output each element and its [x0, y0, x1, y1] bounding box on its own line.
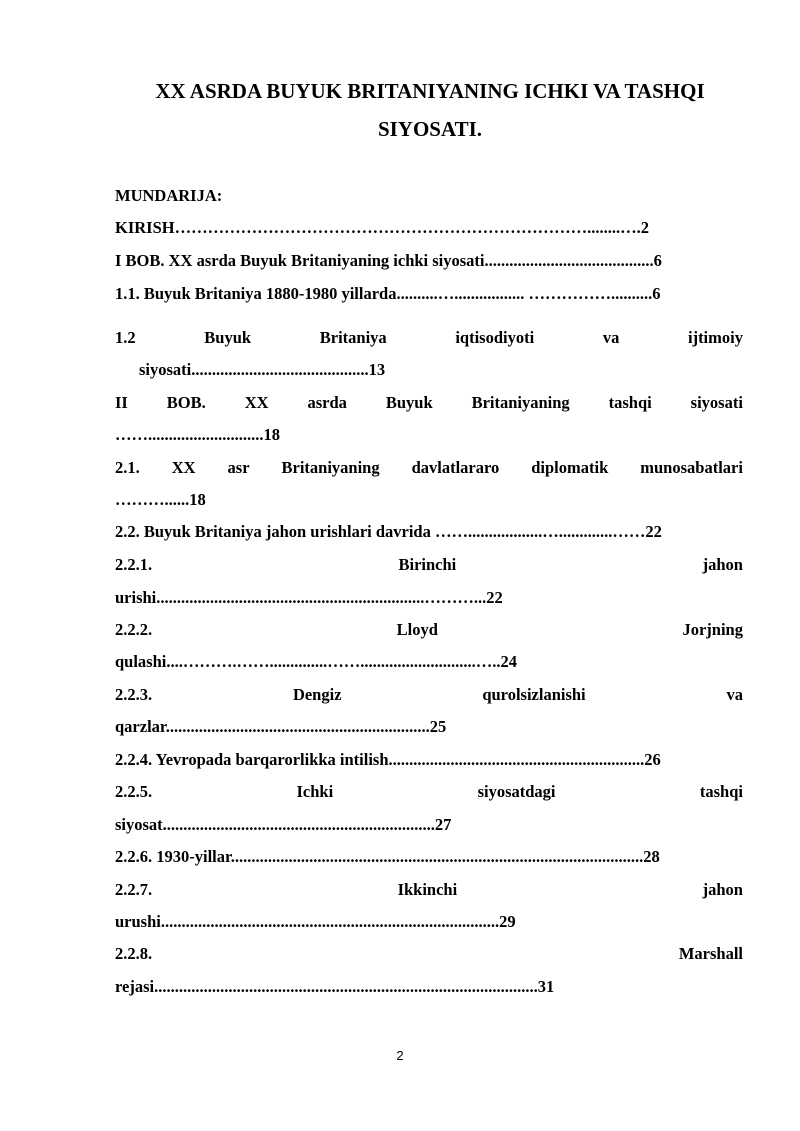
- toc-entry-1-1: 1.1. Buyuk Britaniya 1880-1980 yillarda..........…................. ……………..........6: [115, 284, 661, 303]
- toc-entry-2-2-2: [115, 620, 743, 640]
- toc-word: Britaniya: [319, 328, 387, 347]
- toc-word: 2.2.7.: [115, 880, 153, 899]
- toc-word: 2.2.2.: [115, 620, 153, 639]
- toc-entry-2-2-5-continuation: siyosat..................................................................27: [115, 815, 452, 834]
- toc-entry-2-2-2-continuation: qulashi....……….……..............……............................…..24: [115, 652, 517, 671]
- toc-word: 1.2: [115, 328, 136, 347]
- toc-entry-2-2-7: [115, 880, 743, 900]
- toc-entry-2-2: 2.2. Buyuk Britaniya jahon urishlari davrida ……..................….............……22: [115, 522, 662, 541]
- toc-word: Ikkinchi: [397, 880, 458, 899]
- toc-entry-2-2-7-continuation: urushi..................................................................................29: [115, 912, 516, 931]
- toc-entry-2-2-8-continuation: rejasi.............................................................................................31: [115, 977, 555, 996]
- toc-word: 2.1.: [115, 458, 140, 477]
- toc-word: va: [726, 685, 743, 704]
- page-number: 2: [396, 1048, 404, 1063]
- toc-word: II: [115, 393, 128, 412]
- toc-entry-2-2-1: [115, 555, 743, 575]
- toc-entry-2-1: [115, 458, 743, 478]
- toc-word: Britaniyaning: [471, 393, 570, 412]
- toc-word: Birinchi: [398, 555, 457, 574]
- toc-word: Buyuk: [204, 328, 252, 347]
- toc-word: jahon: [702, 880, 743, 899]
- toc-word: diplomatik: [531, 458, 609, 477]
- toc-entry-2-2-4: 2.2.4. Yevropada barqarorlikka intilish..............................................................26: [115, 750, 661, 769]
- toc-word: qurolsizlanishi: [482, 685, 586, 704]
- toc-heading: MUNDARIJA:: [115, 186, 223, 205]
- toc-word: asrda: [307, 393, 347, 412]
- title-line-1: XX ASRDA BUYUK BRITANIYANING ICHKI VA TASHQI: [155, 79, 705, 103]
- toc-word: Dengiz: [292, 685, 342, 704]
- toc-word: Marshall: [678, 944, 743, 963]
- toc-entry-2-2-6: 2.2.6. 1930-yillar....................................................................................................28: [115, 847, 660, 866]
- toc-word: asr: [227, 458, 250, 477]
- toc-word: BOB.: [166, 393, 206, 412]
- toc-entry-2-2-3-continuation: qarzlar................................................................25: [115, 717, 447, 736]
- toc-word: XX: [171, 458, 196, 477]
- toc-word: munosabatlari: [640, 458, 743, 477]
- toc-word: Jorjning: [682, 620, 743, 639]
- toc-word: tashqi: [608, 393, 652, 412]
- toc-word: siyosatdagi: [477, 782, 556, 801]
- toc-word: XX: [244, 393, 269, 412]
- toc-entry-bob2-continuation: ……............................18: [115, 425, 280, 444]
- toc-word: davlatlararo: [411, 458, 500, 477]
- toc-entry-bob1: I BOB. XX asrda Buyuk Britaniyaning ichki siyosati.........................................6: [115, 251, 662, 270]
- toc-word: ijtimoiy: [687, 328, 743, 347]
- toc-word: 2.2.1.: [115, 555, 153, 574]
- toc-word: Lloyd: [396, 620, 438, 639]
- document-title: [130, 72, 730, 148]
- toc-word: va: [602, 328, 620, 347]
- toc-entry-2-1-continuation: ………......18: [115, 490, 206, 509]
- toc-entry-1-2: [115, 328, 743, 348]
- toc-word: jahon: [702, 555, 743, 574]
- toc-word: 2.2.8.: [115, 944, 153, 963]
- toc-entry-1-2-continuation: siyosati...........................................13: [139, 360, 386, 379]
- toc-word: tashqi: [699, 782, 743, 801]
- toc-word: 2.2.3.: [115, 685, 153, 704]
- toc-entry-2-2-5: [115, 782, 743, 802]
- title-line-2: SIYOSATI.: [377, 117, 483, 141]
- toc-entry-2-2-8: [115, 944, 743, 964]
- toc-word: Britaniyaning: [281, 458, 380, 477]
- toc-word: iqtisodiyoti: [455, 328, 535, 347]
- toc-entry-bob2: [115, 393, 743, 413]
- toc-word: Ichki: [296, 782, 334, 801]
- toc-entry-2-2-1-continuation: urishi.................................................................………...22: [115, 588, 503, 607]
- toc-word: 2.2.5.: [115, 782, 153, 801]
- toc-entry-kirish: KIRISH…………………………………………………………………........….2: [115, 218, 649, 237]
- toc-word: siyosati: [690, 393, 743, 412]
- toc-word: Buyuk: [385, 393, 433, 412]
- toc-entry-2-2-3: [115, 685, 743, 705]
